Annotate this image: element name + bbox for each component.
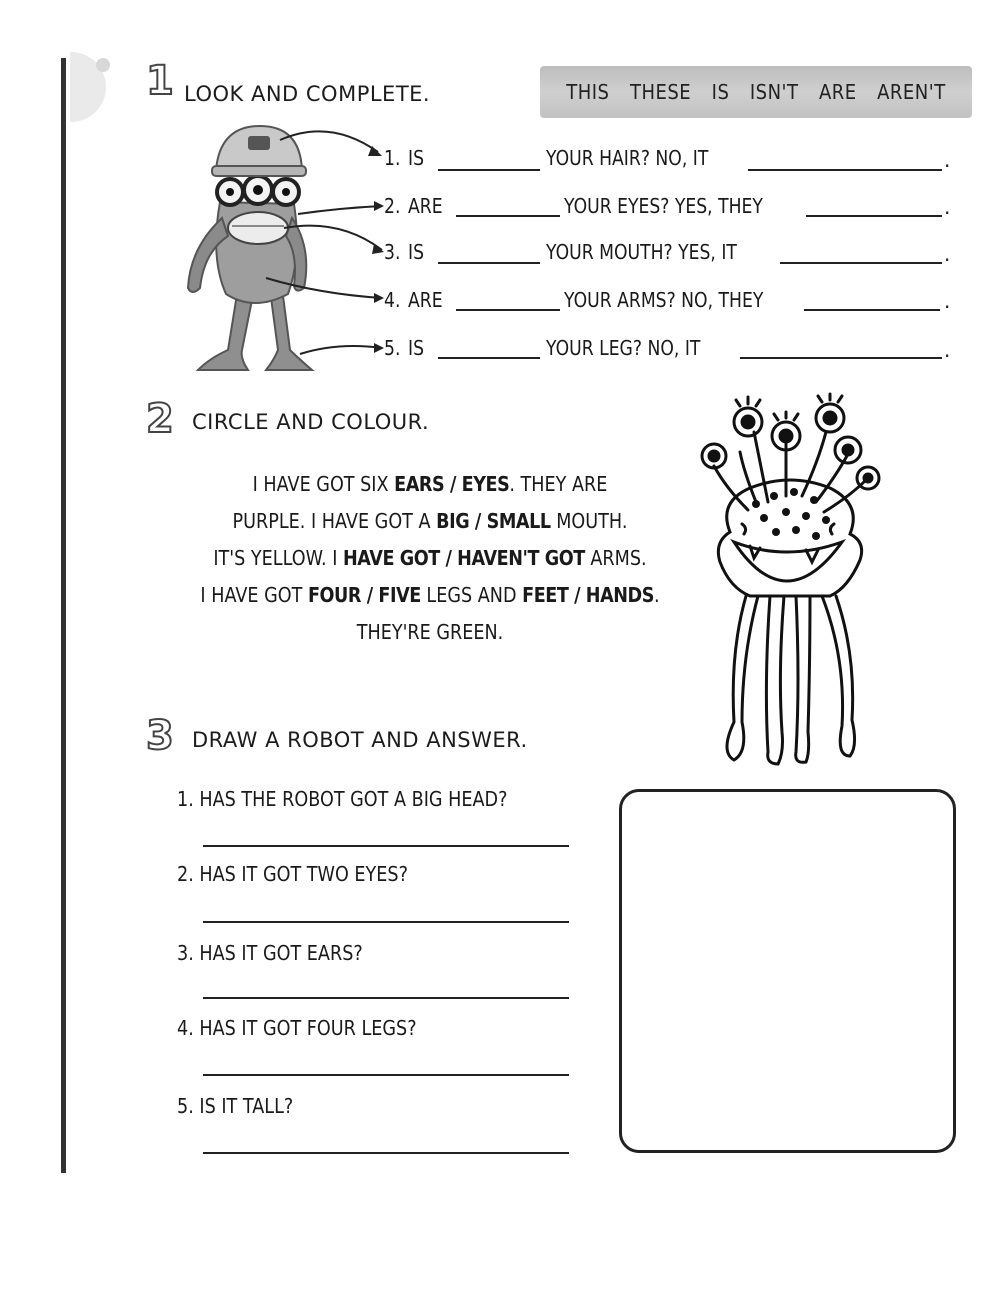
robot-drawing-box[interactable]: [619, 789, 956, 1153]
item-4-blank-2[interactable]: [804, 309, 940, 311]
item-2-text: YOUR EYES? YES, THEY: [564, 194, 763, 218]
item-1-start: IS: [408, 146, 424, 170]
word-bank-item: ARE: [818, 80, 857, 104]
period: .: [944, 289, 951, 313]
circle-choice[interactable]: HAVE GOT / HAVEN'T GOT: [342, 546, 585, 570]
item-1-text: YOUR HAIR? NO, IT: [546, 146, 709, 170]
item-5-number: 5.: [384, 336, 401, 360]
circle-choice[interactable]: EARS / EYES: [394, 472, 510, 496]
period: .: [944, 242, 951, 266]
question-5: 5. IS IT TALL?: [177, 1094, 294, 1118]
item-4-blank-1[interactable]: [456, 309, 560, 311]
paragraph-line: THEY'RE GREEN.: [356, 620, 504, 644]
monster-drawing[interactable]: [690, 392, 890, 772]
question-2: 2. HAS IT GOT TWO EYES?: [177, 862, 408, 886]
item-3-text: YOUR MOUTH? YES, IT: [546, 240, 737, 264]
item-5-blank-1[interactable]: [438, 357, 540, 359]
question-3: 3. HAS IT GOT EARS?: [177, 941, 363, 965]
period: .: [944, 195, 951, 219]
item-3-blank-1[interactable]: [438, 262, 540, 264]
item-2-start: ARE: [408, 194, 443, 218]
item-4-text: YOUR ARMS? NO, THEY: [564, 288, 764, 312]
item-1-number: 1.: [384, 146, 401, 170]
section-3-number: 3: [146, 713, 173, 759]
item-5-start: IS: [408, 336, 424, 360]
item-5-blank-2[interactable]: [740, 357, 942, 359]
monster-photo: [170, 118, 390, 378]
word-bank-item: IS: [711, 80, 730, 104]
word-bank-item: AREN'T: [877, 80, 946, 104]
item-2-blank-2[interactable]: [806, 215, 942, 217]
item-4-number: 4.: [384, 288, 401, 312]
item-5-text: YOUR LEG? NO, IT: [546, 336, 701, 360]
answer-line-1[interactable]: [203, 845, 569, 847]
paragraph-line: I HAVE GOT FOUR / FIVE LEGS AND FEET / HANDS.: [200, 583, 660, 607]
section-2-heading: CIRCLE AND COLOUR.: [192, 410, 430, 434]
period: .: [944, 148, 951, 172]
answer-line-4[interactable]: [203, 1074, 569, 1076]
item-1-blank-2[interactable]: [748, 169, 942, 171]
paragraph-line: IT'S YELLOW. I HAVE GOT / HAVEN'T GOT ARMS.: [213, 546, 647, 570]
question-4: 4. HAS IT GOT FOUR LEGS?: [177, 1016, 417, 1040]
circle-choice[interactable]: FEET / HANDS: [522, 583, 654, 607]
answer-line-2[interactable]: [203, 921, 569, 923]
section-1-number: 1: [146, 58, 173, 104]
word-bank: [540, 66, 972, 118]
paragraph-line: PURPLE. I HAVE GOT A BIG / SMALL MOUTH.: [232, 509, 628, 533]
item-3-blank-2[interactable]: [780, 262, 942, 264]
word-bank-item: THESE: [629, 80, 692, 104]
section-3-heading: DRAW A ROBOT AND ANSWER.: [192, 728, 528, 752]
circle-paragraph: [150, 466, 710, 651]
item-4-start: ARE: [408, 288, 443, 312]
answer-line-3[interactable]: [203, 997, 569, 999]
margin-bar: [61, 58, 66, 1173]
circle-choice[interactable]: BIG / SMALL: [436, 509, 551, 533]
question-1: 1. HAS THE ROBOT GOT A BIG HEAD?: [177, 787, 508, 811]
answer-line-5[interactable]: [203, 1152, 569, 1154]
item-1-blank-1[interactable]: [438, 169, 540, 171]
item-2-number: 2.: [384, 194, 401, 218]
section-2-number: 2: [146, 396, 173, 442]
word-bank-item: THIS: [566, 80, 610, 104]
paragraph-line: I HAVE GOT SIX EARS / EYES. THEY ARE: [252, 472, 608, 496]
word-bank-item: ISN'T: [749, 80, 799, 104]
section-1-heading: LOOK AND COMPLETE.: [184, 82, 431, 106]
circle-choice[interactable]: FOUR / FIVE: [307, 583, 421, 607]
page-corner-dot: [96, 58, 110, 72]
item-2-blank-1[interactable]: [456, 215, 560, 217]
period: .: [944, 338, 951, 362]
item-3-number: 3.: [384, 240, 401, 264]
item-3-start: IS: [408, 240, 424, 264]
